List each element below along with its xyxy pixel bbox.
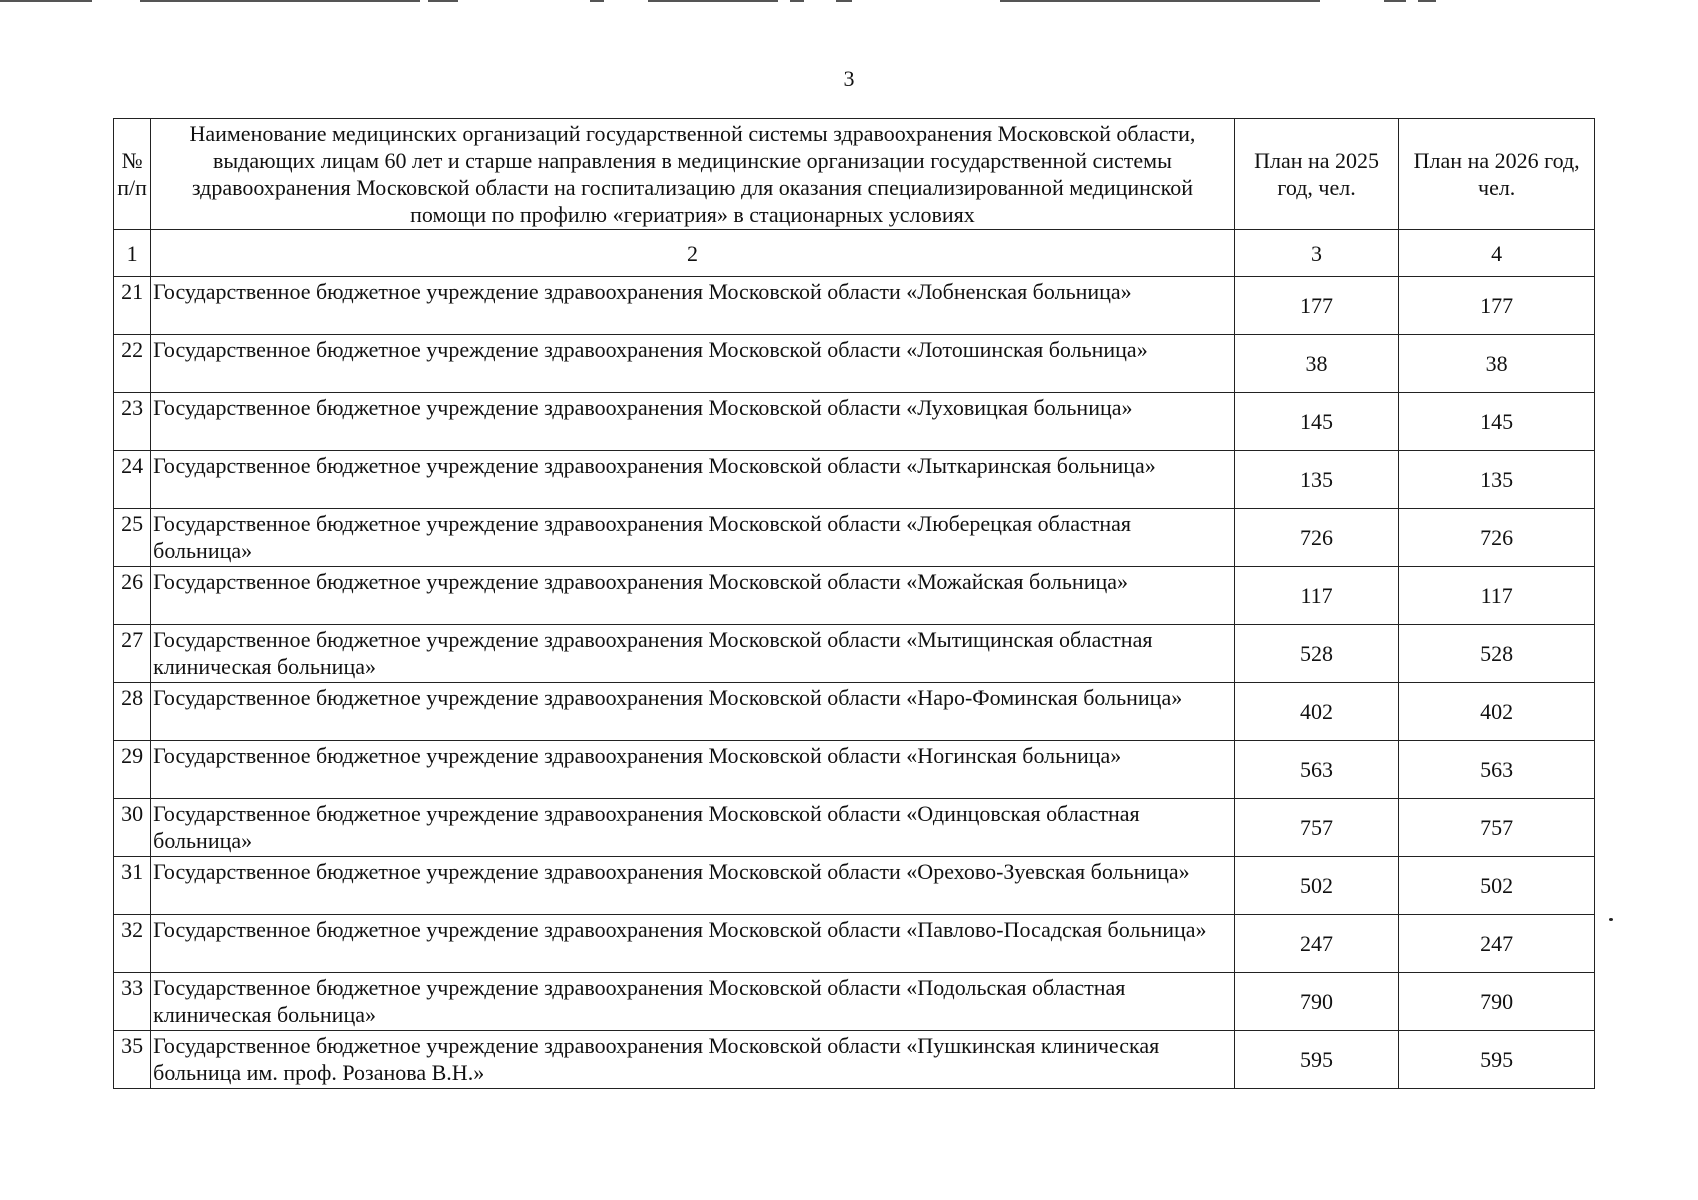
column-number: 4 [1399, 230, 1595, 277]
organization-name: Государственное бюджетное учреждение здравоохранения Московской области «Лыткаринская больница» [151, 451, 1235, 509]
table-row [114, 973, 1595, 1031]
row-number: 27 [114, 625, 151, 683]
table-row [114, 915, 1595, 973]
plan-2025-value: 402 [1234, 683, 1399, 741]
row-number: 24 [114, 451, 151, 509]
plan-2026-value: 247 [1399, 915, 1595, 973]
plan-2025-value: 135 [1234, 451, 1399, 509]
table-row [114, 451, 1595, 509]
plan-2025-value: 38 [1234, 335, 1399, 393]
header-name: Наименование медицинских организаций государственной системы здравоохранения Московской области, выдающих лицам 60 лет и старше направления в медицинские организации государственной системы здравоохранения Московской области на госпитализацию для оказания специализированной медицинской помощи по профилю «гериатрия» в стационарных условиях [151, 119, 1235, 230]
column-number: 2 [151, 230, 1235, 277]
plan-2026-value: 726 [1399, 509, 1595, 567]
plan-2025-value: 117 [1234, 567, 1399, 625]
header-row [114, 119, 1595, 230]
plan-2026-value: 528 [1399, 625, 1595, 683]
row-number: 33 [114, 973, 151, 1031]
scan-edge [0, 0, 1698, 3]
row-number: 25 [114, 509, 151, 567]
plan-2026-value: 135 [1399, 451, 1595, 509]
organization-name: Государственное бюджетное учреждение здравоохранения Московской области «Павлово-Посадская больница» [151, 915, 1235, 973]
organization-name: Государственное бюджетное учреждение здравоохранения Московской области «Можайская больница» [151, 567, 1235, 625]
table-row [114, 683, 1595, 741]
organization-name: Государственное бюджетное учреждение здравоохранения Московской области «Подольская областная клиническая больница» [151, 973, 1235, 1031]
plan-2026-value: 790 [1399, 973, 1595, 1031]
plan-table [113, 118, 1595, 1089]
plan-2026-value: 177 [1399, 277, 1595, 335]
plan-2026-value: 502 [1399, 857, 1595, 915]
plan-2025-value: 145 [1234, 393, 1399, 451]
row-number: 29 [114, 741, 151, 799]
header-plan-2025: План на 2025 год, чел. [1234, 119, 1399, 230]
plan-2025-value: 726 [1234, 509, 1399, 567]
page-number: 3 [843, 66, 855, 91]
organization-name: Государственное бюджетное учреждение здравоохранения Московской области «Люберецкая областная больница» [151, 509, 1235, 567]
table-row [114, 567, 1595, 625]
organization-name: Государственное бюджетное учреждение здравоохранения Московской области «Луховицкая больница» [151, 393, 1235, 451]
row-number: 31 [114, 857, 151, 915]
plan-2026-value: 757 [1399, 799, 1595, 857]
plan-2025-value: 177 [1234, 277, 1399, 335]
row-number: 32 [114, 915, 151, 973]
organization-name: Государственное бюджетное учреждение здравоохранения Московской области «Наро-Фоминская больница» [151, 683, 1235, 741]
plan-2026-value: 117 [1399, 567, 1595, 625]
table-row [114, 393, 1595, 451]
scan-speck [1609, 918, 1613, 921]
plan-2025-value: 247 [1234, 915, 1399, 973]
plan-2026-value: 595 [1399, 1031, 1595, 1089]
row-number: 22 [114, 335, 151, 393]
organization-name: Государственное бюджетное учреждение здравоохранения Московской области «Лобненская больница» [151, 277, 1235, 335]
table-row [114, 857, 1595, 915]
organization-name: Государственное бюджетное учреждение здравоохранения Московской области «Мытищинская областная клиническая больница» [151, 625, 1235, 683]
plan-2025-value: 757 [1234, 799, 1399, 857]
organization-name: Государственное бюджетное учреждение здравоохранения Московской области «Пушкинская клиническая больница им. проф. Розанова В.Н.» [151, 1031, 1235, 1089]
table-row [114, 335, 1595, 393]
plan-2025-value: 563 [1234, 741, 1399, 799]
plan-2026-value: 145 [1399, 393, 1595, 451]
table-row [114, 799, 1595, 857]
plan-2026-value: 402 [1399, 683, 1595, 741]
plan-2026-value: 38 [1399, 335, 1595, 393]
plan-2025-value: 502 [1234, 857, 1399, 915]
row-number: 35 [114, 1031, 151, 1089]
header-no: № п/п [114, 119, 151, 230]
row-number: 26 [114, 567, 151, 625]
organization-name: Государственное бюджетное учреждение здравоохранения Московской области «Одинцовская областная больница» [151, 799, 1235, 857]
plan-2025-value: 595 [1234, 1031, 1399, 1089]
organization-name: Государственное бюджетное учреждение здравоохранения Московской области «Лотошинская больница» [151, 335, 1235, 393]
table-row [114, 509, 1595, 567]
row-number: 21 [114, 277, 151, 335]
table-row [114, 741, 1595, 799]
plan-2025-value: 528 [1234, 625, 1399, 683]
row-number: 30 [114, 799, 151, 857]
column-number-row [114, 230, 1595, 277]
column-number: 3 [1234, 230, 1399, 277]
plan-2026-value: 563 [1399, 741, 1595, 799]
row-number: 23 [114, 393, 151, 451]
organization-name: Государственное бюджетное учреждение здравоохранения Московской области «Ногинская больница» [151, 741, 1235, 799]
table-row [114, 277, 1595, 335]
plan-2025-value: 790 [1234, 973, 1399, 1031]
header-plan-2026: План на 2026 год, чел. [1399, 119, 1595, 230]
table-row [114, 625, 1595, 683]
organization-name: Государственное бюджетное учреждение здравоохранения Московской области «Орехово-Зуевская больница» [151, 857, 1235, 915]
column-number: 1 [114, 230, 151, 277]
table-row [114, 1031, 1595, 1089]
row-number: 28 [114, 683, 151, 741]
